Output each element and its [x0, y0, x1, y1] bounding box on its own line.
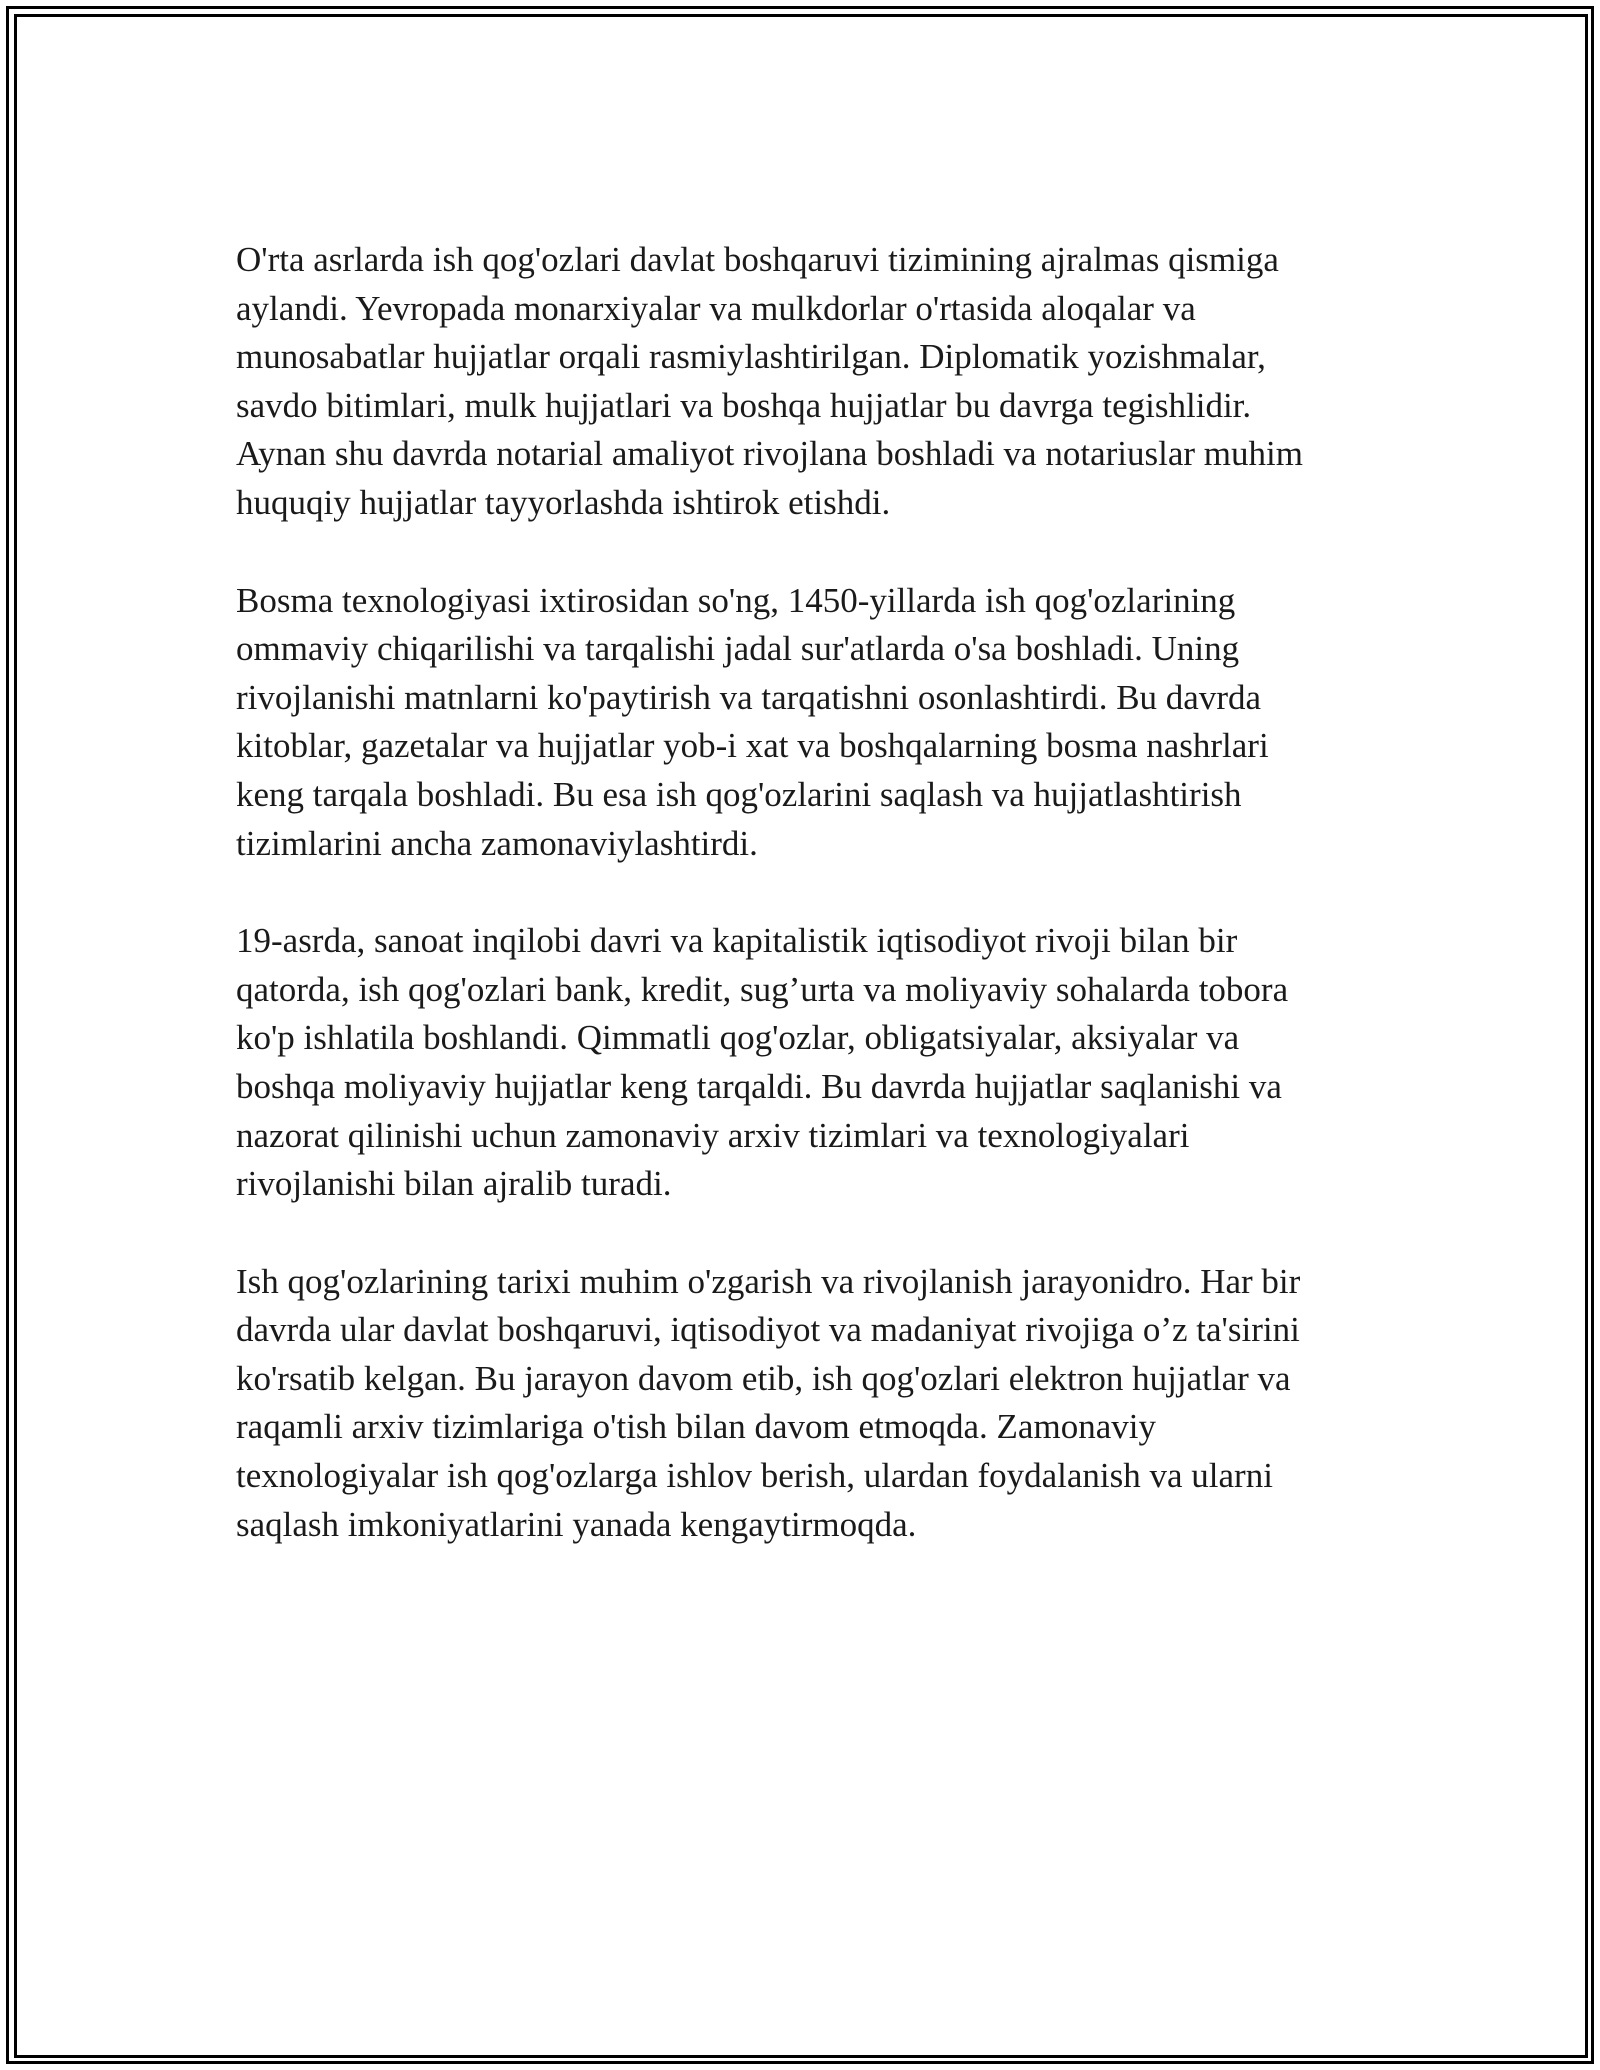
- text-line: ommaviy chiqarilishi va tarqalishi jadal sur'atlarda o'sa boshladi. Uning: [236, 629, 1240, 669]
- text-line: davrda ular davlat boshqaruvi, iqtisodiyot va madaniyat rivojiga o’z ta'sirini: [236, 1310, 1300, 1350]
- text-line: Bosma texnologiyasi ixtirosidan so'ng, 1450-yillarda ish qog'ozlarining: [236, 580, 1236, 620]
- text-line: boshqa moliyaviy hujjatlar keng tarqaldi. Bu davrda hujjatlar saqlanishi va: [236, 1066, 1282, 1106]
- text-line: Aynan shu davrda notarial amaliyot rivojlana boshladi va notariuslar muhim: [236, 434, 1303, 474]
- paragraph-printing: [236, 577, 1366, 869]
- paragraph-19th-century: [236, 917, 1366, 1209]
- text-line: raqamli arxiv tizimlariga o'tish bilan davom etmoqda. Zamonaviy: [236, 1407, 1156, 1447]
- text-line: texnologiyalar ish qog'ozlarga ishlov berish, ulardan foydalanish va ularni: [236, 1456, 1273, 1496]
- document-body: [236, 236, 1366, 1598]
- text-line: aylandi. Yevropada monarxiyalar va mulkdorlar o'rtasida aloqalar va: [236, 288, 1196, 328]
- text-line: ko'rsatib kelgan. Bu jarayon davom etib, ish qog'ozlari elektron hujjatlar va: [236, 1358, 1291, 1398]
- text-line: rivojlanishi matnlarni ko'paytirish va tarqatishni osonlashtirdi. Bu davrda: [236, 677, 1262, 717]
- text-line: huquqiy hujjatlar tayyorlashda ishtirok etishdi.: [236, 482, 891, 522]
- text-line: kitoblar, gazetalar va hujjatlar yob-i xat va boshqalarning bosma nashrlari: [236, 726, 1269, 766]
- text-line: munosabatlar hujjatlar orqali rasmiylashtirilgan. Diplomatik yozishmalar,: [236, 337, 1266, 377]
- text-line: savdo bitimlari, mulk hujjatlari va boshqa hujjatlar bu davrga tegishlidir.: [236, 385, 1252, 425]
- paragraph-conclusion: [236, 1258, 1366, 1550]
- text-line: ko'p ishlatila boshlandi. Qimmatli qog'ozlar, obligatsiyalar, aksiyalar va: [236, 1018, 1240, 1058]
- text-line: tizimlarini ancha zamonaviylashtirdi.: [236, 823, 758, 863]
- text-line: O'rta asrlarda ish qog'ozlari davlat boshqaruvi tizimining ajralmas qismiga: [236, 240, 1279, 279]
- text-line: nazorat qilinishi uchun zamonaviy arxiv tizimlari va texnologiyalari: [236, 1115, 1190, 1155]
- text-line: Ish qog'ozlarining tarixi muhim o'zgarish va rivojlanish jarayonidro. Har bir: [236, 1261, 1301, 1301]
- text-line: keng tarqala boshladi. Bu esa ish qog'ozlarini saqlash va hujjatlashtirish: [236, 774, 1242, 814]
- text-line: 19-asrda, sanoat inqilobi davri va kapitalistik iqtisodiyot rivoji bilan bir: [236, 921, 1238, 961]
- text-line: qatorda, ish qog'ozlari bank, kredit, sug’urta va moliyaviy sohalarda tobora: [236, 969, 1289, 1009]
- text-line: rivojlanishi bilan ajralib turadi.: [236, 1164, 672, 1204]
- paragraph-medieval: [236, 236, 1366, 528]
- text-line: saqlash imkoniyatlarini yanada kengaytirmoqda.: [236, 1504, 917, 1544]
